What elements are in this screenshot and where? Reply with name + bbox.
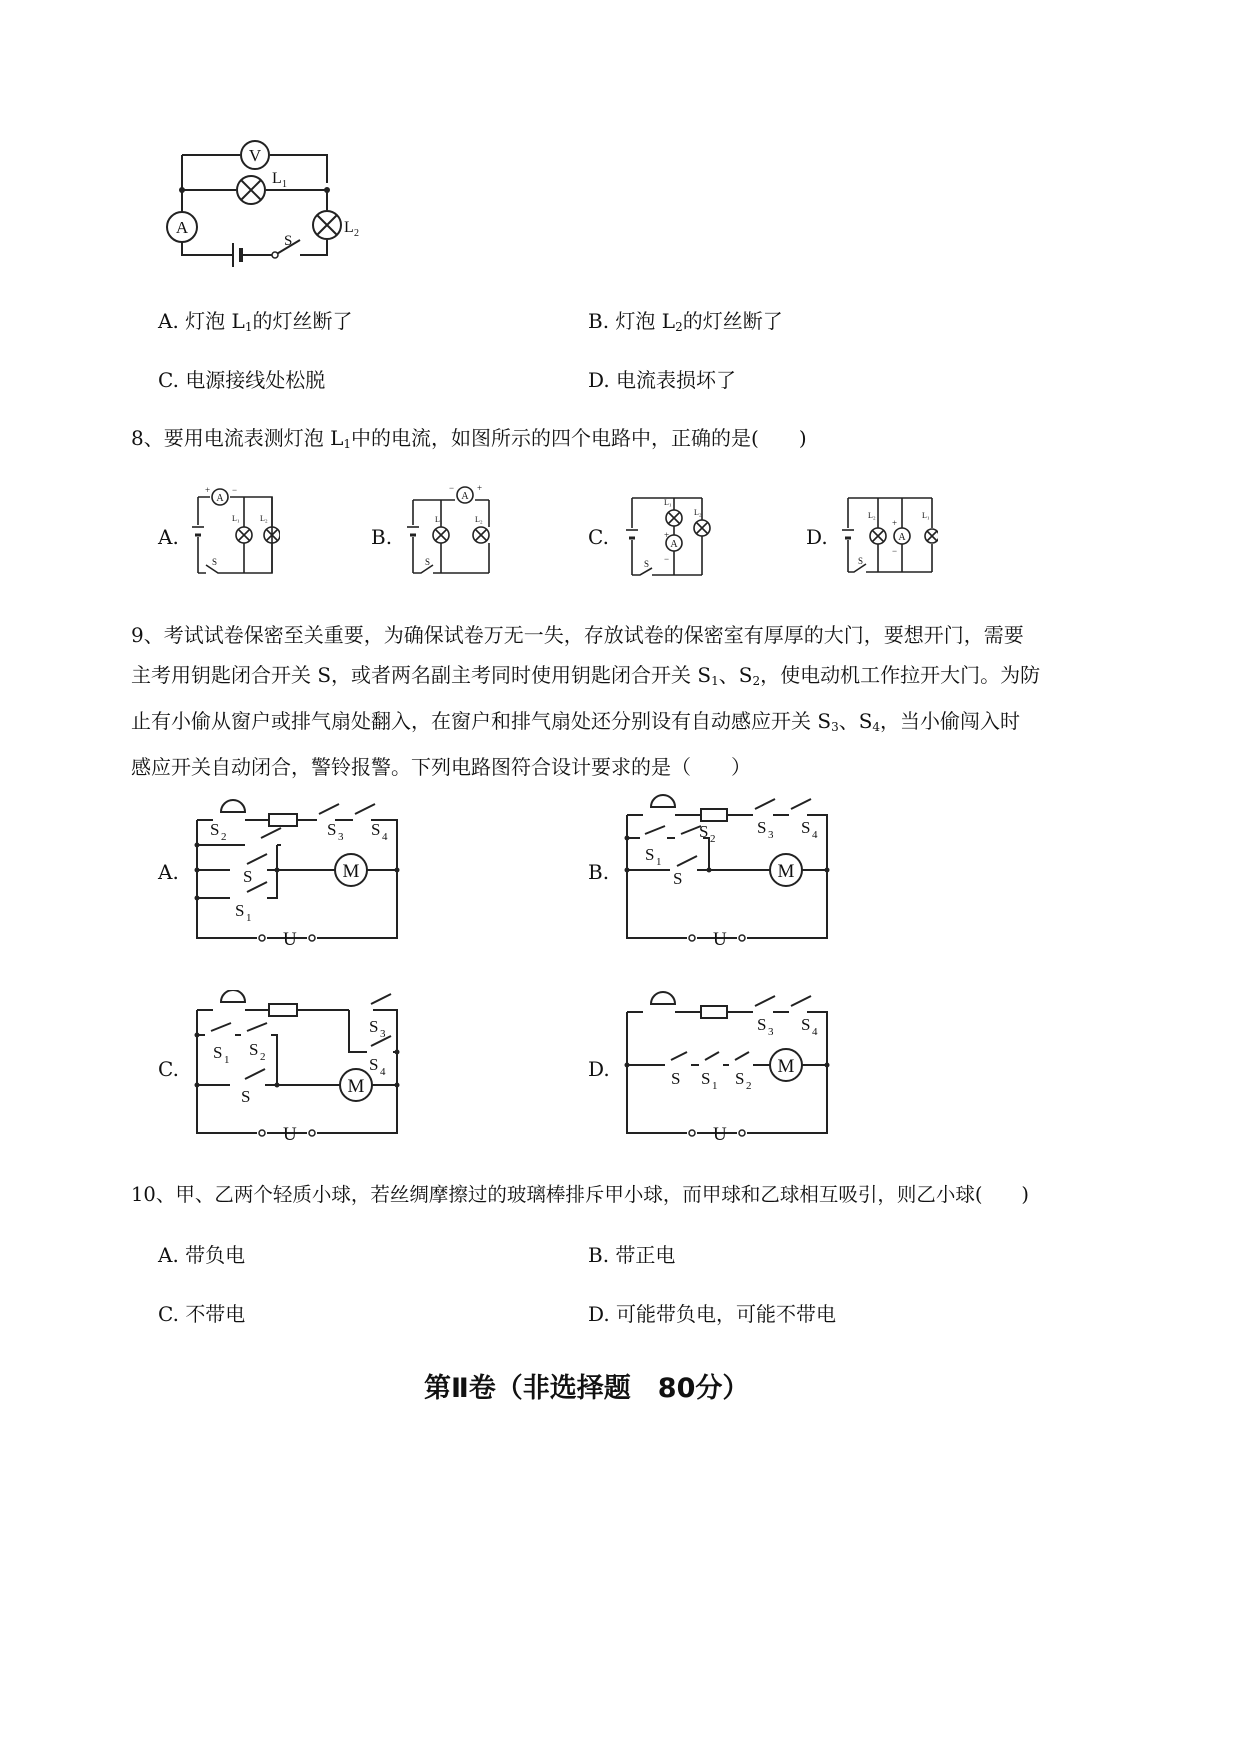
q9a-s4-label: S: [371, 820, 381, 839]
q9-circuit-a: [185, 790, 415, 950]
q9a-resistor-icon: [269, 814, 297, 826]
svg-text:+: +: [664, 530, 670, 540]
q7-lamp2-sub: 2: [354, 228, 359, 239]
q7-option-a-text: 灯泡 $L_1$的灯丝断了: [185, 309, 353, 334]
section-title: 第Ⅱ卷（非选择题 80分）: [424, 1373, 750, 1404]
q9-circuit-d: [615, 990, 845, 1150]
q9d-s3-label: S: [757, 1015, 767, 1034]
q9a-s3-label: S: [327, 820, 337, 839]
q8b-lamp2-icon: [473, 515, 489, 543]
q7-lamp2-icon: [313, 211, 359, 239]
svg-text:3: 3: [768, 1026, 774, 1038]
q10-stem: 10、甲、乙两个轻质小球，若丝绸摩擦过的玻璃棒排斥甲小球，而甲球和乙球相互吸引，则乙小球( ): [131, 1183, 1030, 1206]
svg-text:L₁: L₁: [232, 514, 240, 523]
q7-option-d-text: 电流表损坏了: [616, 368, 737, 392]
svg-text:+: +: [892, 518, 898, 528]
q8c-switch-label: S: [644, 559, 650, 569]
svg-text:L₁: L₁: [922, 511, 930, 520]
q7-lamp1-label: L: [272, 170, 282, 187]
svg-text:−: −: [449, 485, 455, 493]
q8c-lamp1-icon: [664, 498, 682, 526]
svg-text:4: 4: [812, 1026, 818, 1038]
svg-text:1: 1: [656, 856, 662, 868]
q8-option-c-label[interactable]: C.: [588, 525, 609, 549]
q9a-supply-label: U: [283, 929, 297, 950]
q7-option-c-text: 电源接线处松脱: [185, 368, 326, 392]
svg-text:−: −: [232, 485, 238, 495]
q9-option-b-label[interactable]: B.: [588, 860, 610, 884]
q7-battery-icon: [233, 243, 241, 267]
q9c-s4-label: S: [369, 1055, 379, 1074]
q8d-ammeter-icon: [894, 528, 910, 544]
q7-option-a[interactable]: [158, 308, 352, 340]
svg-text:4: 4: [382, 831, 388, 843]
q9a-s-label: S: [243, 867, 253, 886]
q7-option-a-label: A.: [158, 309, 179, 333]
svg-text:A: A: [461, 491, 469, 502]
q10-option-a-text: 带负电: [185, 1243, 246, 1267]
q9-stem: 9、考试试卷保密至关重要，为确保试卷万无一失，存放试卷的保密室有厚厚的大门，要想开门，需要 主考用钥匙闭合开关 S，或者两名副主考同时使用钥匙闭合开关 $S_1$、$S_2$，使电动机工作拉开大门。为防 止有小偷从窗户或排气扇处翻入，在窗户和排气扇处还分别设有自动感应开关 $S_3$、$S_4$，当小偷闯入时 感应开关自动闭合，警铃报警。下列电路图符合设计要求的是（ ）: [131, 623, 1041, 779]
q8b-ammeter-icon: [457, 487, 473, 503]
svg-text:+: +: [205, 485, 211, 495]
q9b-motor-label: M: [777, 861, 795, 882]
q10-option-c[interactable]: [158, 1301, 245, 1327]
svg-text:A: A: [216, 493, 224, 504]
svg-text:2: 2: [710, 833, 716, 845]
svg-text:A: A: [670, 539, 678, 550]
q7-switch-label: S: [284, 233, 293, 249]
q7-ammeter-label: A: [175, 218, 189, 237]
q7-junction-left: [179, 187, 185, 193]
q9c-s1-label: S: [213, 1043, 223, 1062]
q9a-s2-label: S: [210, 820, 220, 839]
q9b-s2-label: S: [699, 822, 709, 841]
q7-option-d-label: D.: [588, 368, 610, 392]
q9c-s-label: S: [241, 1087, 251, 1106]
svg-text:+: +: [477, 485, 483, 493]
q9-option-a-label[interactable]: A.: [158, 860, 179, 884]
q10-option-a-label: A.: [158, 1243, 179, 1267]
q10-option-c-label: C.: [158, 1302, 179, 1326]
svg-text:2: 2: [746, 1080, 752, 1092]
svg-text:L₂: L₂: [260, 514, 268, 523]
q10-option-a[interactable]: [158, 1242, 245, 1268]
q9d-resistor-icon: [701, 1006, 727, 1018]
q8-circuit-c: [622, 490, 717, 580]
q7-wires: [182, 155, 327, 255]
svg-text:−: −: [892, 546, 898, 556]
q9b-s3-label: S: [757, 818, 767, 837]
svg-text:2: 2: [260, 1051, 266, 1063]
q9d-motor-label: M: [777, 1056, 795, 1077]
svg-text:3: 3: [768, 829, 774, 841]
q7-option-b-label: B.: [588, 309, 610, 333]
q9c-supply-label: U: [283, 1124, 297, 1145]
q9d-supply-label: U: [713, 1124, 727, 1145]
q8-circuit-b: [405, 485, 500, 580]
svg-text:4: 4: [380, 1066, 386, 1078]
q8-option-a-label[interactable]: A.: [158, 525, 179, 549]
q7-option-b-text: 灯泡 $L_2$的灯丝断了: [615, 309, 783, 334]
q8-option-b-label[interactable]: B.: [371, 525, 393, 549]
svg-text:2: 2: [221, 831, 227, 843]
q7-voltmeter-label: V: [248, 146, 262, 165]
q8d-switch-label: S: [858, 556, 864, 566]
svg-text:1: 1: [224, 1054, 230, 1066]
q7-option-c[interactable]: [158, 367, 325, 393]
svg-text:3: 3: [338, 831, 344, 843]
q9-circuit-c: [185, 990, 415, 1150]
q10-option-b[interactable]: [588, 1242, 675, 1268]
q8b-switch-label: S: [425, 557, 431, 567]
q8-circuit-a: [190, 485, 280, 580]
q7-ammeter-icon: [167, 212, 197, 242]
q8a-lamp1-icon: [232, 514, 252, 543]
q8b-lamp1-icon: [433, 515, 449, 543]
q9b-resistor-icon: [701, 809, 727, 821]
q10-option-d-label: D.: [588, 1302, 610, 1326]
q10-option-d[interactable]: [588, 1301, 836, 1327]
q7-lamp2-label: L: [344, 219, 354, 236]
q9c-resistor-icon: [269, 1004, 297, 1016]
q9d-s4-label: S: [801, 1015, 811, 1034]
q7-junction-right: [324, 187, 330, 193]
q9c-motor-label: M: [347, 1076, 365, 1097]
q8-circuit-d: [838, 490, 938, 580]
q10-option-d-text: 可能带负电，可能不带电: [616, 1302, 837, 1326]
q8a-switch-label: S: [212, 557, 218, 567]
q9-option-d-label[interactable]: D.: [588, 1057, 610, 1081]
q7-circuit-diagram: [160, 135, 380, 275]
q9d-s2-label: S: [735, 1069, 745, 1088]
svg-text:L₂: L₂: [694, 508, 702, 517]
q8d-lamp2-icon: [868, 511, 886, 544]
q10-option-b-text: 带正电: [615, 1243, 676, 1267]
svg-text:1: 1: [246, 912, 252, 924]
q9d-s1-label: S: [701, 1069, 711, 1088]
q9b-supply-label: U: [713, 929, 727, 950]
svg-text:1: 1: [712, 1080, 718, 1092]
q10-option-c-text: 不带电: [185, 1302, 246, 1326]
q8a-ammeter-icon: [212, 489, 228, 505]
q7-option-b[interactable]: [588, 308, 783, 340]
svg-text:L₁: L₁: [664, 498, 672, 507]
q7-option-c-label: C.: [158, 368, 179, 392]
q7-option-d[interactable]: [588, 367, 736, 393]
q7-voltmeter-icon: [241, 141, 269, 169]
svg-text:−: −: [664, 554, 670, 564]
svg-text:L₂: L₂: [475, 515, 483, 524]
q9-option-c-label[interactable]: C.: [158, 1057, 179, 1081]
svg-text:3: 3: [380, 1028, 386, 1040]
q9b-s1-label: S: [645, 845, 655, 864]
q8d-lamp1-icon: [922, 511, 938, 543]
q7-lamp1-icon: [237, 170, 287, 204]
svg-text:L₁: L₁: [435, 515, 443, 524]
svg-text:A: A: [898, 532, 906, 543]
q8-stem: 8、要用电流表测灯泡 $L_1$中的电流，如图所示的四个电路中，正确的是( ): [131, 426, 807, 451]
svg-text:4: 4: [812, 829, 818, 841]
svg-text:L₂: L₂: [868, 511, 876, 520]
q8a-lamp2-icon: [260, 514, 280, 543]
q9b-s4-label: S: [801, 818, 811, 837]
q9c-s3-label: S: [369, 1017, 379, 1036]
q9-circuit-b: [615, 790, 845, 950]
q8-option-d-label[interactable]: D.: [806, 525, 828, 549]
q9a-motor-label: M: [342, 861, 360, 882]
q9d-s-label: S: [671, 1069, 681, 1088]
q10-option-b-label: B.: [588, 1243, 610, 1267]
q7-lamp1-sub: 1: [282, 179, 287, 190]
q9b-s-label: S: [673, 869, 683, 888]
q7-switch-icon: [272, 233, 292, 258]
q9c-s2-label: S: [249, 1040, 259, 1059]
q9a-s1-label: S: [235, 901, 245, 920]
